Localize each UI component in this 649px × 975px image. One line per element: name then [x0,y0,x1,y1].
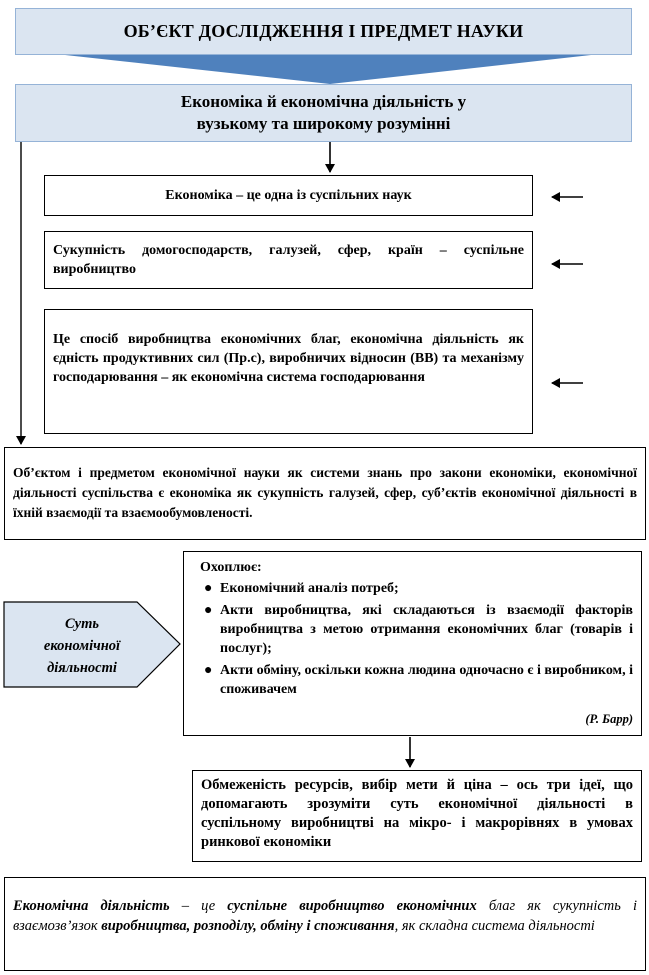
essence-label-line-3: діяльності [47,660,117,676]
object-statement: Об’єктом і предметом економічної науки як системи знань про закони економіки, економічної діяльності суспільства є економіка як сукупність галузей, сфер, суб’єктів економічної діяльності в їхній взаємодії та взаємообумовленості. [4,447,646,540]
subtitle-line-1: Економіка й економічна діяльність у [180,92,467,111]
essence-list [200,579,633,699]
definition-2: Сукупність домогосподарств, галузей, сфер, країн – суспільне виробництво [44,231,533,289]
essence-label [12,607,152,685]
author-citation: (Р. Барр) [585,712,633,726]
definition-3: Це спосіб виробництва економічних благ, економічна діяльність як єдність продуктивних сил (Пр.с), виробничих відносин (ВВ) та механізму господарювання – як економічна система господарювання [44,309,533,434]
summary-definition: Економічна діяльність – це суспільне виробництво економічних благ як сукупність і взаємозв’язок виробництва, розподілу, обміну і споживання, як складна система діяльності [4,877,646,971]
subtitle-line-2: вузькому та широкому розумінні [196,114,451,133]
list-item: ● Акти обміну, оскільки кожна людина одночасно є і виробником, і споживачем [204,663,633,697]
essence-box [183,551,642,736]
list-item: ● Акти виробництва, які складаються із взаємодії факторів виробництва з метою отримання економічних благ (товарів і послуг); [204,603,633,656]
essence-label-line-2: економічної [43,638,121,654]
list-item: ● Економічний аналіз потреб; [204,581,399,596]
essence-heading: Охоплює: [200,560,262,575]
bullet-icon: ● [204,581,213,596]
page-title: ОБ’ЄКТ ДОСЛІДЖЕННЯ І ПРЕДМЕТ НАУКИ [15,8,632,55]
bullet-icon: ● [204,663,213,678]
summary-term: Економічна діяльність [13,898,170,914]
definition-1: Економіка – це одна із суспільних наук [44,175,533,216]
subtitle-box [15,84,632,142]
essence-label-line-1: Суть [64,616,99,632]
three-ideas: Обмеженість ресурсів, вибір мети й ціна – ось три ідеї, що допомагають зрозуміти суть економічної діяльності в суспільному виробництві на мікро- і макрорівнях в умовах ринкової економіки [192,770,642,862]
title-down-arrow [56,54,600,84]
bullet-icon: ● [204,603,213,618]
